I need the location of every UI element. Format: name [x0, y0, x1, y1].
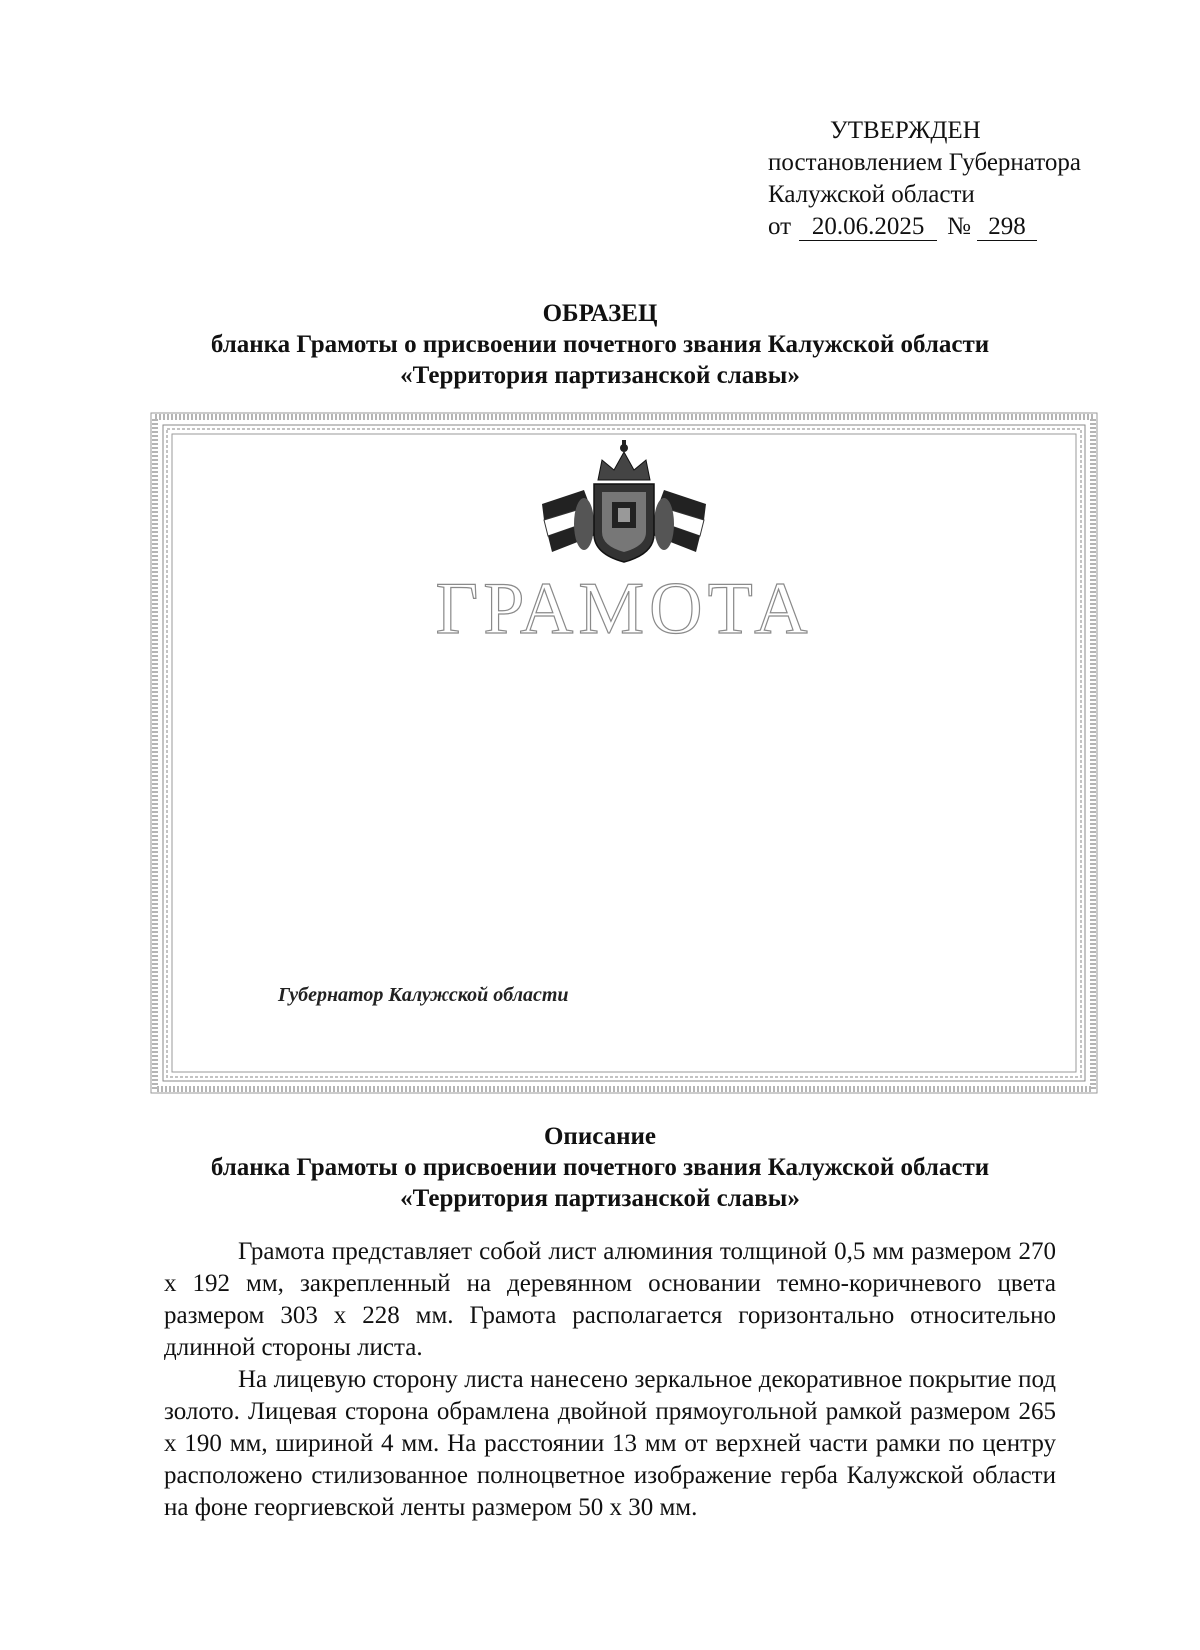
description-heading — [0, 1121, 1200, 1214]
number-sign: № — [947, 213, 971, 240]
description-subtitle-2: «Территория партизанской славы» — [400, 1185, 800, 1212]
paragraph: На лицевую сторону листа нанесено зеркальное декоративное покрытие под золото. Лицевая сторона обрамлена двойной прямоугольной рамкой размером 265 х 190 мм, шириной 4 мм. На расстоянии 13 мм от верхней части рамки по центру расположено стилизованное полноцветное изображение герба Калужской области на фоне георгиевской ленты размером 50 х 30 мм. — [164, 1366, 1056, 1521]
sample-title: ОБРАЗЕЦ — [542, 300, 658, 327]
date-prefix: от — [768, 213, 792, 240]
description-title: Описание — [543, 1123, 657, 1150]
approval-title: УТВЕРЖДЕН — [830, 117, 981, 144]
sample-subtitle-2: «Территория партизанской славы» — [400, 362, 800, 389]
sample-heading — [0, 298, 1200, 391]
signature-caption: Губернатор Калужской области — [278, 984, 569, 1006]
approval-date: 20.06.2025 — [799, 214, 937, 241]
diploma-word: ГРАМОТА — [435, 568, 813, 650]
sample-subtitle-1: бланка Грамоты о присвоении почетного звания Калужской области — [210, 331, 990, 358]
approval-date-line — [768, 211, 1081, 243]
description-subtitle-1: бланка Грамоты о присвоении почетного звания Калужской области — [210, 1154, 990, 1181]
description-body — [164, 1236, 1056, 1524]
diploma-blank — [150, 412, 1098, 1094]
approval-number: 298 — [977, 214, 1037, 241]
kaluga-coat-of-arms-icon — [542, 440, 706, 562]
paragraph: Грамота представляет собой лист алюминия толщиной 0,5 мм размером 270 х 192 мм, закрепленный на деревянном основании темно-коричневого цвета размером 303 х 228 мм. Грамота располагается горизонтально относительно длинной стороны листа. — [164, 1238, 1056, 1361]
approval-block — [768, 115, 1081, 243]
approval-line-2: Калужской области — [768, 181, 975, 208]
approval-line-1: постановлением Губернатора — [768, 149, 1081, 176]
